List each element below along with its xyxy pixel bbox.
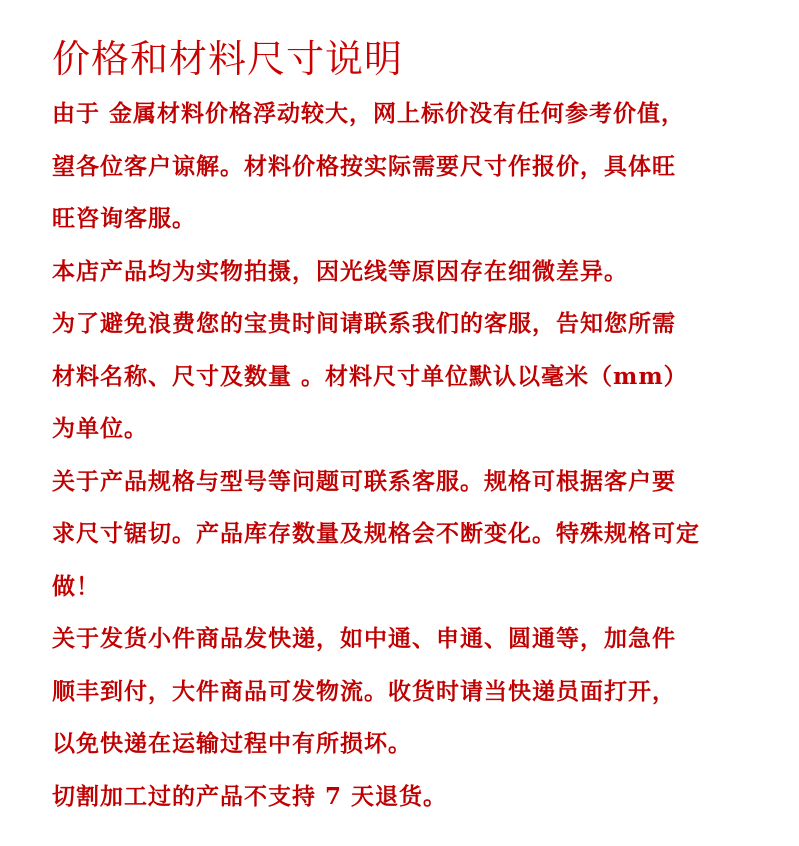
text-line: 做！ — [52, 572, 100, 600]
text-line: 关于发货小件商品发快递，如中通、申通、圆通等，加急件 — [52, 625, 676, 652]
text-line: 顺丰到付，大件商品可发物流。收货时请当快递员面打开， — [52, 677, 676, 705]
text-line: 望各位客户谅解。材料价格按实际需要尺寸作报价，具体旺 — [52, 152, 676, 180]
text-line: 为单位。 — [52, 415, 148, 442]
text-line: 切割加工过的产品不支持 7 天退货。 — [52, 782, 448, 810]
text-line: 求尺寸锯切。产品库存数量及规格会不断变化。特殊规格可定 — [52, 520, 700, 547]
notice-body — [52, 88, 759, 823]
text-line: 为了避免浪费您的宝贵时间请联系我们的客服，告知您所需 — [52, 310, 676, 337]
text-line: 材料名称、尺寸及数量 。材料尺寸单位默认以毫米（mm） — [52, 362, 688, 390]
text-line: 以免快递在运输过程中有所损坏。 — [52, 730, 412, 757]
text-line: 由于 金属材料价格浮动较大，网上标价没有任何参考价值， — [52, 100, 686, 127]
page-title: 价格和材料尺寸说明 — [52, 37, 404, 81]
text-line: 旺咨询客服。 — [52, 205, 196, 232]
text-line: 本店产品均为实物拍摄，因光线等原因存在细微差异。 — [52, 257, 628, 285]
text-line: 关于产品规格与型号等问题可联系客服。规格可根据客户要 — [52, 467, 676, 495]
